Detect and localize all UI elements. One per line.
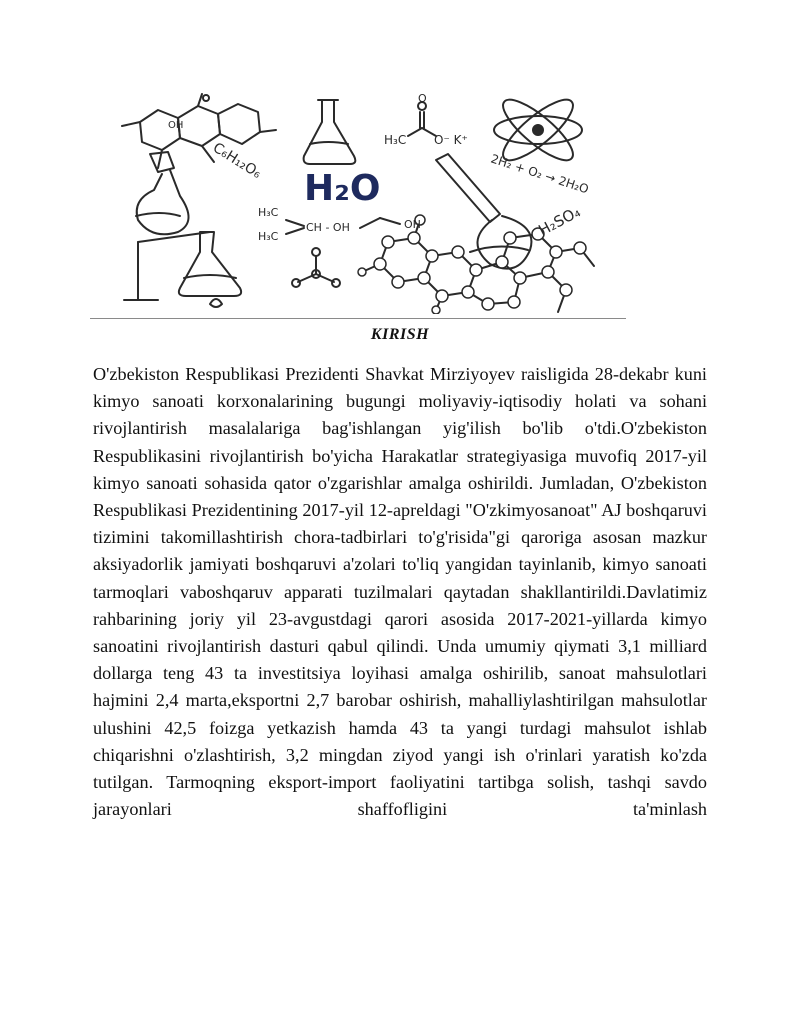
section-heading: KIRISH xyxy=(370,326,430,343)
formula-oh2: OH xyxy=(168,120,184,131)
formula-reaction: 2H₂ + O₂ → 2H₂O xyxy=(489,151,591,197)
formula-ethanol-top: H₃C xyxy=(258,206,279,219)
benzene-rings-icon xyxy=(122,94,276,168)
formula-h2o: H₂O xyxy=(304,168,381,209)
body-paragraph: O'zbekiston Respublikasi Prezidenti Shavkat Mirziyoyev raisligida 28-dekabr kuni kimyo sanoati korxonalarining bugungi moliyaviy-iqtisodiy holati va sohani rivojlantirish masalalariga bag'ishlangan yig'ilish bo'lib o'tdi.O'zbekiston Respublikasini rivojlantirish bo'yicha Harakatlar strategiyasiga muvofiq 2017-yil kimyo sanoati sohasida qator o'zgarishlar amalga oshirildi. Jumladan, O'zbekiston Respublikasi Prezidentining 2017-yil 12-apreldagi "O'zkimyosanoat" AJ boshqaruvi tizimini takomillashtirish chora-tadbirlari to'g'risida"gi qaroriga asosan mazkur aksiyadorlik jamiyati boshqaruvi a'zolari to'liq yangidan tayinlanib, kimyo sanoati tarmoqlari vaboshqaruv apparati tuzilmalari qaytadan shakllantirildi.Davlatimiz rahbarining joriy yil 23-avgustdagi qarori asosida 2017-2021-yillarda kimyo sanoatini rivojlantirish dasturi qabul qilindi. Unda umumiy qiymati 3,1 milliard dollarga teng 43 ta investitsiya loyihasi amalga oshirilib, sanoat mahsulotlari hajmini 2,4 marta,eksportni 2,7 barobar oshirish, mahalliylashtirilgan mahsulotlar ulushini 42,5 foizga yetkazish hamda 43 ta yangi turdagi mahsulot ishlab chiqarishni o'zlashtirish, 3,2 mingdan ziyod yangi ish o'rinlari yaratish ko'zda tutilgan. Tarmoqning eksport-import faoliyatini tartibga solish, tashqi savdo jarayonlari shaffofligini ta'minlash xyxy=(93,364,707,820)
formula-acetate: H₃C xyxy=(384,133,407,147)
formula-ethanol-mid: CH - OH xyxy=(306,221,350,234)
conical-flask-icon xyxy=(304,100,356,164)
chemistry-illustration xyxy=(118,92,628,314)
lab-stand-icon xyxy=(124,232,241,307)
formula-sulfuric: H₂SO₄ xyxy=(535,202,584,240)
small-molecule-icon xyxy=(292,248,340,287)
acetate-structure-icon xyxy=(408,102,436,136)
divider-line xyxy=(90,318,626,319)
formula-acetate-ion: O⁻ K⁺ xyxy=(434,133,468,147)
formula-oh: OH xyxy=(404,218,421,231)
round-flask-icon xyxy=(136,152,189,234)
formula-glucose: C₆H₁₂O₆ xyxy=(209,139,264,182)
formula-ethanol-bottom: H₃C xyxy=(258,230,279,243)
formula-o: O xyxy=(418,92,427,105)
